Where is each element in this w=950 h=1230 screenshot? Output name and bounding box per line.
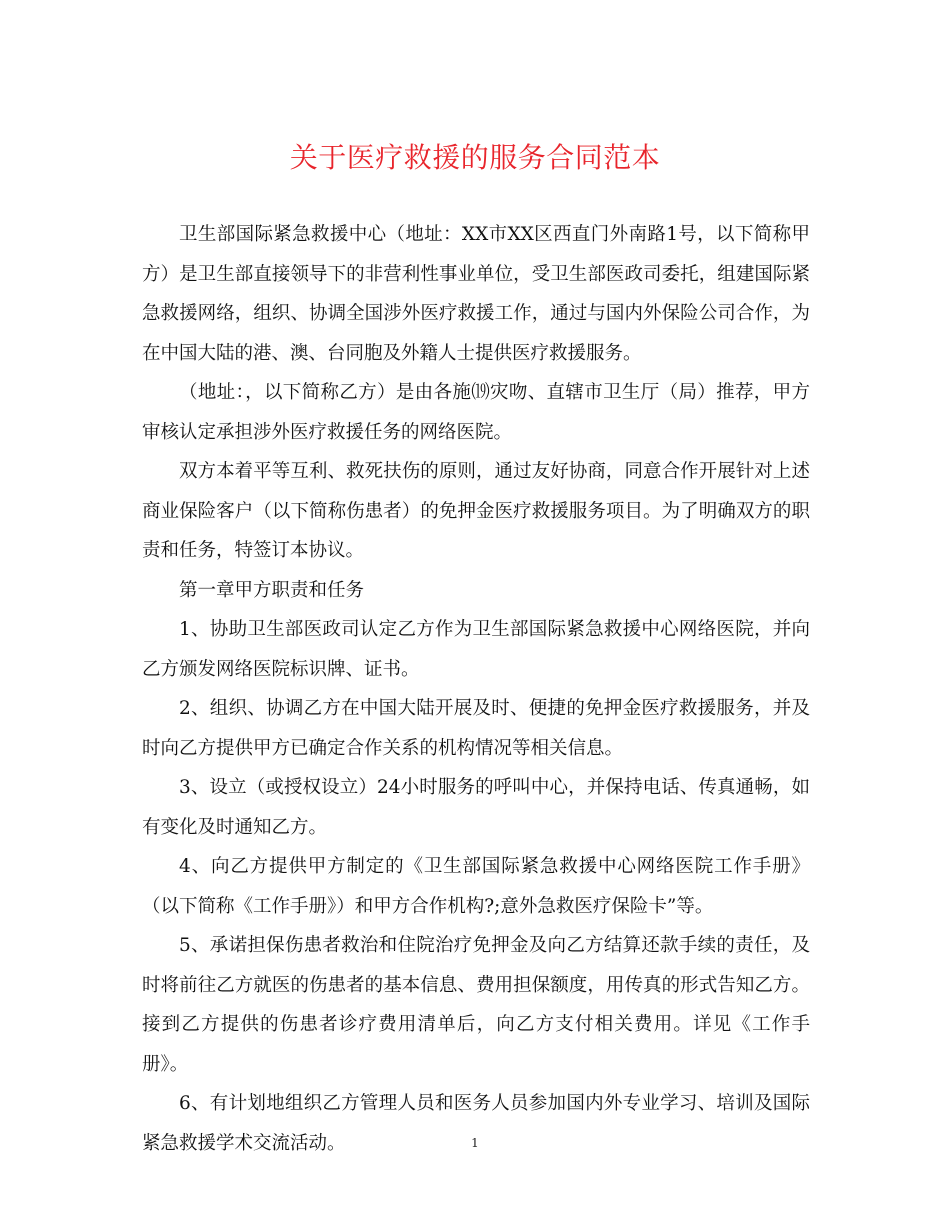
clause-1: 1、协助卫生部医政司认定乙方作为卫生部国际紧急救援中心网络医院，并向乙方颁发网络医院标识牌、证书。 — [142, 619, 810, 680]
document-body — [142, 215, 810, 1163]
clause-5: 5、承诺担保伤患者救治和住院治疗免押金及向乙方结算还款手续的责任，及时将前往乙方就医的伤患者的基本信息、费用担保额度，用传真的形式告知乙方。接到乙方提供的伤患者诊疗费用清单后，向乙方支付相关费用。详见《工作手册》。 — [142, 935, 810, 1075]
chapter-heading: 第一章甲方职责和任务 — [179, 579, 365, 601]
document-title: 关于医疗救援的服务合同范本 — [289, 141, 661, 174]
clause-2: 2、组织、协调乙方在中国大陆开展及时、便捷的免押金医疗救援服务，并及时向乙方提供甲方已确定合作关系的机构情况等相关信息。 — [142, 698, 810, 759]
clause-3: 3、设立（或授权设立）24小时服务的呼叫中心，并保持电话、传真通畅，如有变化及时通知乙方。 — [142, 777, 810, 838]
paragraph-principles: 双方本着平等互利、救死扶伤的原则，通过友好协商，同意合作开展针对上述商业保险客户（以下简称伤患者）的免押金医疗救援服务项目。为了明确双方的职责和任务，特签订本协议。 — [142, 461, 810, 561]
page-number: 1 — [471, 1136, 479, 1150]
paragraph-intro-party-a: 卫生部国际紧急救援中心（地址：XX市XX区西直门外南路1号，以下简称甲方）是卫生部直接领导下的非营利性事业单位，受卫生部医政司委托，组建国际紧急救援网络，组织、协调全国涉外医疗救援工作，通过与国内外保险公司合作，为在中国大陆的港、澳、台同胞及外籍人士提供医疗救援服务。 — [142, 224, 810, 364]
clause-6: 6、有计划地组织乙方管理人员和医务人员参加国内外专业学习、培训及国际紧急救援学术交流活动。 — [142, 1093, 810, 1154]
paragraph-intro-party-b: （地址：，以下简称乙方）是由各施⒆灾吻、直辖市卫生厅（局）推荐，甲方审核认定承担涉外医疗救援任务的网络医院。 — [142, 382, 810, 443]
clause-4: 4、向乙方提供甲方制定的《卫生部国际紧急救援中心网络医院工作手册》（以下简称《工作手册》）和甲方合作机构?;意外急救医疗保险卡”等。 — [142, 856, 810, 917]
